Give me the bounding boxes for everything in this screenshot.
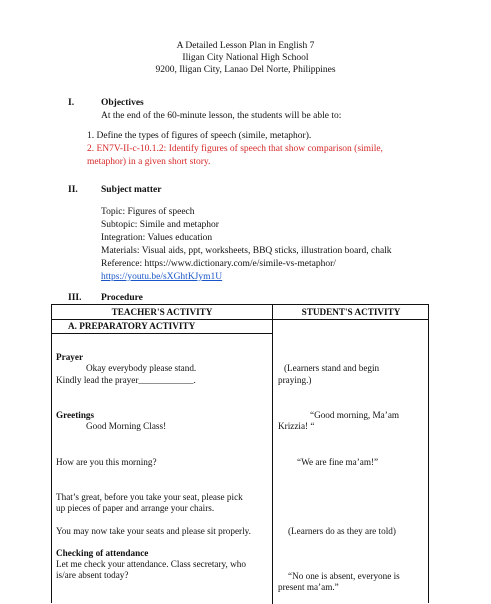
prayer-student-line-2: praying.) <box>278 375 312 385</box>
section-2-title: Subject matter <box>101 185 162 195</box>
prayer-teacher-line-1: Okay everybody please stand. <box>86 363 197 373</box>
section-2-numeral: II. <box>68 185 78 195</box>
school-address: 9200, Iligan City, Lanao Del Norte, Philippines <box>155 65 336 75</box>
section-a-heading: A. PREPARATORY ACTIVITY <box>68 321 196 331</box>
how-are-you-teacher: How are you this morning? <box>56 457 157 467</box>
objective-2-line-2: metaphor) in a given short story. <box>87 157 211 167</box>
attendance-label: Checking of attendance <box>56 548 149 558</box>
prayer-label: Prayer <box>56 352 84 362</box>
attendance-teacher-line-2: is/are absent today? <box>56 570 129 580</box>
procedure-table <box>51 304 429 603</box>
reference-line: Reference: https://www.dictionary.com/e/simile-vs-metaphor/ <box>101 259 336 269</box>
greetings-label: Greetings <box>56 410 95 420</box>
seat-teacher-line-1: That’s great, before you take your seat, please pick <box>56 492 243 502</box>
objective-1: 1. Define the types of figures of speech (simile, metaphor). <box>87 131 312 141</box>
materials-line: Materials: Visual aids, ppt, worksheets, BBQ sticks, illustration board, chalk <box>101 246 392 256</box>
attendance-teacher-line-1: Let me check your attendance. Class secretary, who <box>56 559 246 569</box>
sit-properly-student: (Learners do as they are told) <box>288 526 396 536</box>
doc-title: A Detailed Lesson Plan in English 7 <box>176 41 315 51</box>
greetings-student-line-1: “Good morning, Ma’am <box>310 410 400 420</box>
attendance-student-line-1: “No one is absent, everyone is <box>288 571 400 581</box>
greetings-teacher: Good Morning Class! <box>86 421 167 431</box>
subtopic-line: Subtopic: Simile and metaphor <box>101 220 219 230</box>
greetings-student-line-2: Krizzia! “ <box>278 421 315 431</box>
topic-line: Topic: Figures of speech <box>101 207 195 217</box>
objective-2-line-1: 2. EN7V-II-c-10.1.2: Identify figures of speech that show comparison (simile, <box>87 144 383 154</box>
section-1-title: Objectives <box>101 98 144 108</box>
section-3-title: Procedure <box>101 293 143 303</box>
section-a-divider <box>52 333 272 334</box>
section-3-numeral: III. <box>68 293 82 303</box>
column-divider <box>272 305 273 604</box>
sit-properly-teacher: You may now take your seats and please sit properly. <box>56 526 251 536</box>
seat-teacher-line-2: up pieces of paper and arrange your chairs. <box>56 503 215 513</box>
teacher-activity-header: TEACHER'S ACTIVITY <box>111 307 213 317</box>
header-divider <box>52 319 428 320</box>
section-1-numeral: I. <box>68 98 75 108</box>
youtube-link[interactable]: https://youtu.be/sXGhtKJym1U <box>101 272 223 282</box>
integration-line: Integration: Values education <box>101 233 213 243</box>
prayer-student-line-1: (Learners stand and begin <box>284 363 380 373</box>
how-are-you-student: “We are fine ma’am!” <box>297 457 379 467</box>
objectives-intro: At the end of the 60-minute lesson, the students will be able to: <box>101 111 342 121</box>
student-activity-header: STUDENT'S ACTIVITY <box>301 307 401 317</box>
school-name: Iligan City National High School <box>182 53 309 63</box>
prayer-teacher-line-2: Kindly lead the prayer____________. <box>56 375 196 385</box>
attendance-student-line-2: present ma’am.” <box>278 582 339 592</box>
